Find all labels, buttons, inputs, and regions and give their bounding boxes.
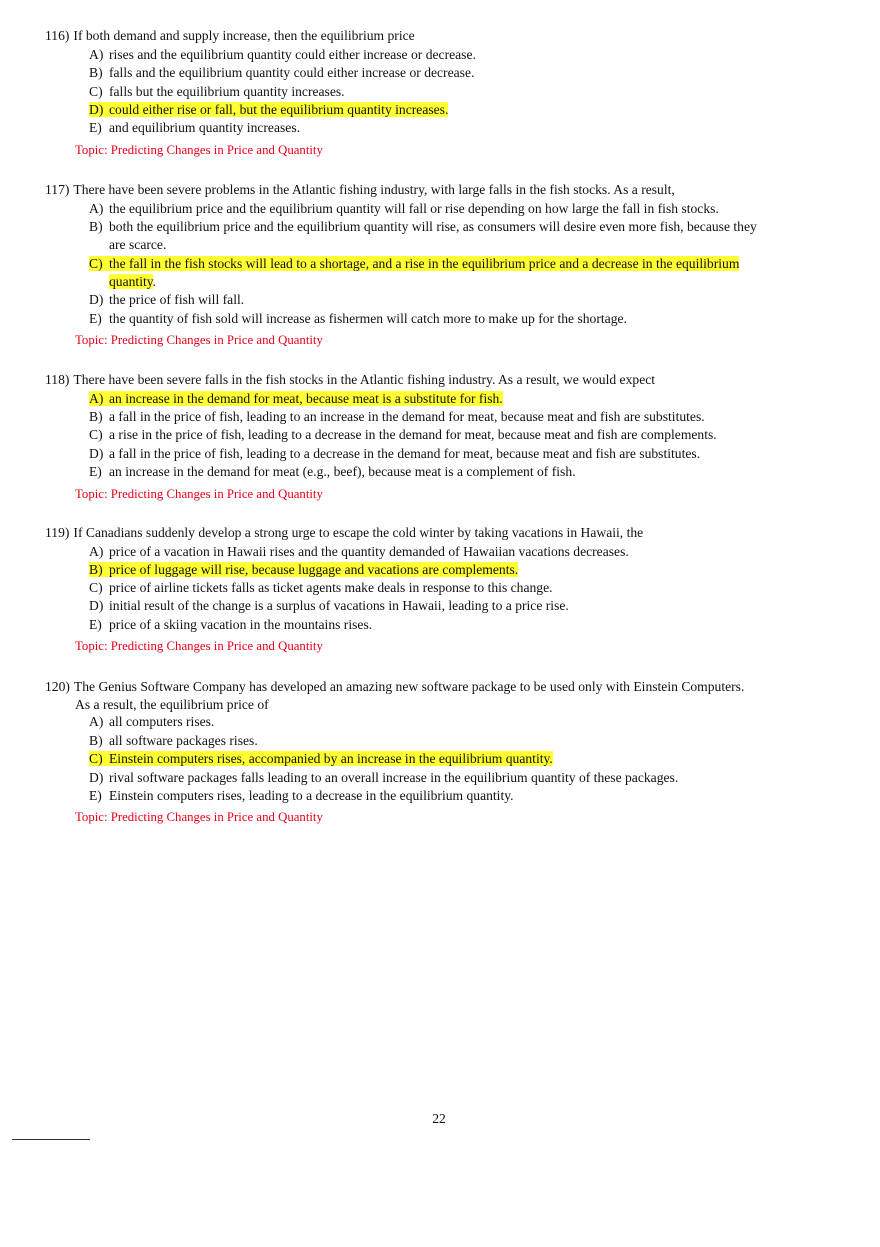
option-text: falls but the equilibrium quantity increases. bbox=[109, 84, 345, 99]
option-letter: B) bbox=[89, 562, 103, 577]
option-text: an increase in the demand for meat (e.g., beef), because meat is a complement of fish. bbox=[109, 464, 576, 479]
option-letter: E) bbox=[89, 311, 102, 326]
footnote-rule bbox=[12, 1139, 90, 1140]
question-number: 120) bbox=[45, 679, 70, 694]
option-a bbox=[89, 46, 476, 64]
question-text: If both demand and supply increase, then the equilibrium price bbox=[73, 28, 415, 43]
option-letter: E) bbox=[89, 464, 102, 479]
option-tail: . bbox=[152, 274, 157, 289]
topic-label: Topic: Predicting Changes in Price and Quantity bbox=[75, 639, 323, 653]
option-d bbox=[89, 445, 700, 463]
option-letter: D) bbox=[89, 102, 104, 117]
option-text: an increase in the demand for meat, because meat is a substitute for fish. bbox=[109, 391, 503, 406]
topic-label: Topic: Predicting Changes in Price and Quantity bbox=[75, 333, 323, 347]
option-letter: D) bbox=[89, 446, 104, 461]
option-d-correct bbox=[89, 101, 448, 119]
question-stem bbox=[45, 678, 744, 696]
option-b-continued: are scarce. bbox=[109, 237, 167, 252]
option-e bbox=[89, 463, 576, 481]
option-b bbox=[89, 408, 705, 426]
option-text: the fall in the fish stocks will lead to a shortage, and a rise in the equilibrium price and a decrease in the equilibrium bbox=[109, 256, 740, 271]
option-letter: B) bbox=[89, 219, 103, 234]
option-b bbox=[89, 64, 474, 82]
option-letter: C) bbox=[89, 256, 103, 271]
question-number: 118) bbox=[45, 372, 70, 387]
answer-highlight bbox=[89, 562, 518, 577]
option-text: both the equilibrium price and the equilibrium quantity will rise, as consumers will desire even more fish, because they bbox=[109, 219, 757, 234]
option-letter: A) bbox=[89, 544, 104, 559]
topic-label: Topic: Predicting Changes in Price and Quantity bbox=[75, 143, 323, 157]
option-a bbox=[89, 543, 629, 561]
question-text: There have been severe problems in the Atlantic fishing industry, with large falls in the fish stocks. As a result, bbox=[73, 182, 675, 197]
option-text: rival software packages falls leading to an overall increase in the equilibrium quantity of these packages. bbox=[109, 770, 679, 785]
option-text: price of a vacation in Hawaii rises and the quantity demanded of Hawaiian vacations decreases. bbox=[109, 544, 629, 559]
option-e bbox=[89, 310, 627, 328]
option-letter: E) bbox=[89, 617, 102, 632]
option-letter: A) bbox=[89, 201, 104, 216]
question-number: 117) bbox=[45, 182, 70, 197]
option-text: could either rise or fall, but the equilibrium quantity increases. bbox=[109, 102, 449, 117]
option-e bbox=[89, 616, 372, 634]
option-text: a fall in the price of fish, leading to an increase in the demand for meat, because meat and fish are substitutes. bbox=[109, 409, 705, 424]
question-stem bbox=[45, 181, 675, 199]
option-text: rises and the equilibrium quantity could either increase or decrease. bbox=[109, 47, 476, 62]
option-c bbox=[89, 83, 345, 101]
page-number: 22 bbox=[432, 1111, 446, 1126]
question-stem bbox=[45, 371, 655, 389]
question-stem-continued: As a result, the equilibrium price of bbox=[75, 697, 269, 712]
option-letter: B) bbox=[89, 409, 103, 424]
answer-highlight bbox=[89, 256, 739, 271]
option-text: price of luggage will rise, because luggage and vacations are complements. bbox=[109, 562, 519, 577]
option-text: the price of fish will fall. bbox=[109, 292, 245, 307]
option-text: price of a skiing vacation in the mountains rises. bbox=[109, 617, 373, 632]
option-text: Einstein computers rises, leading to a decrease in the equilibrium quantity. bbox=[109, 788, 514, 803]
option-text: the quantity of fish sold will increase as fishermen will catch more to make up for the shortage. bbox=[109, 311, 627, 326]
answer-highlight bbox=[89, 391, 503, 406]
answer-highlight: quantity bbox=[109, 274, 153, 289]
option-e bbox=[89, 787, 514, 805]
option-text: a fall in the price of fish, leading to a decrease in the demand for meat, because meat and fish are substitutes. bbox=[109, 446, 701, 461]
option-c-continued bbox=[109, 273, 156, 291]
option-letter: A) bbox=[89, 714, 104, 729]
option-letter: D) bbox=[89, 598, 104, 613]
question-text: If Canadians suddenly develop a strong urge to escape the cold winter by taking vacations in Hawaii, the bbox=[73, 525, 644, 540]
option-b-correct bbox=[89, 561, 518, 579]
option-text: and equilibrium quantity increases. bbox=[109, 120, 301, 135]
question-number: 116) bbox=[45, 28, 70, 43]
option-letter: C) bbox=[89, 580, 103, 595]
option-letter: A) bbox=[89, 391, 104, 406]
option-e bbox=[89, 119, 300, 137]
option-letter: D) bbox=[89, 292, 104, 307]
option-letter: C) bbox=[89, 751, 103, 766]
option-c bbox=[89, 579, 553, 597]
option-letter: B) bbox=[89, 65, 103, 80]
topic-label: Topic: Predicting Changes in Price and Quantity bbox=[75, 810, 323, 824]
option-d bbox=[89, 597, 569, 615]
option-c bbox=[89, 426, 717, 444]
question-text: There have been severe falls in the fish stocks in the Atlantic fishing industry. As a result, we would expect bbox=[73, 372, 656, 387]
option-letter: B) bbox=[89, 733, 103, 748]
answer-highlight bbox=[89, 751, 553, 766]
option-text: Einstein computers rises, accompanied by an increase in the equilibrium quantity. bbox=[109, 751, 553, 766]
option-a bbox=[89, 713, 214, 731]
option-d bbox=[89, 769, 678, 787]
question-text: The Genius Software Company has developed an amazing new software package to be used only with Einstein Computers. bbox=[73, 679, 745, 694]
option-b bbox=[89, 218, 757, 236]
option-c-correct bbox=[89, 255, 739, 273]
option-text: the equilibrium price and the equilibrium quantity will fall or rise depending on how large the fall in fish stocks. bbox=[109, 201, 719, 216]
answer-highlight bbox=[89, 102, 448, 117]
question-stem bbox=[45, 524, 643, 542]
option-letter: C) bbox=[89, 84, 103, 99]
question-number: 119) bbox=[45, 525, 70, 540]
option-d bbox=[89, 291, 244, 309]
option-letter: A) bbox=[89, 47, 104, 62]
topic-label: Topic: Predicting Changes in Price and Quantity bbox=[75, 487, 323, 501]
option-letter: E) bbox=[89, 120, 102, 135]
option-letter: E) bbox=[89, 788, 102, 803]
option-text: all software packages rises. bbox=[109, 733, 258, 748]
option-text: a rise in the price of fish, leading to a decrease in the demand for meat, because meat and fish are complements. bbox=[109, 427, 717, 442]
option-b bbox=[89, 732, 258, 750]
question-stem bbox=[45, 27, 415, 45]
option-letter: C) bbox=[89, 427, 103, 442]
option-text: initial result of the change is a surplus of vacations in Hawaii, leading to a price rise. bbox=[109, 598, 569, 613]
option-text: price of airline tickets falls as ticket agents make deals in response to this change. bbox=[109, 580, 553, 595]
option-a-correct bbox=[89, 390, 503, 408]
option-letter: D) bbox=[89, 770, 104, 785]
option-text: all computers rises. bbox=[109, 714, 215, 729]
option-c-correct bbox=[89, 750, 553, 768]
option-text: falls and the equilibrium quantity could either increase or decrease. bbox=[109, 65, 475, 80]
option-a bbox=[89, 200, 719, 218]
